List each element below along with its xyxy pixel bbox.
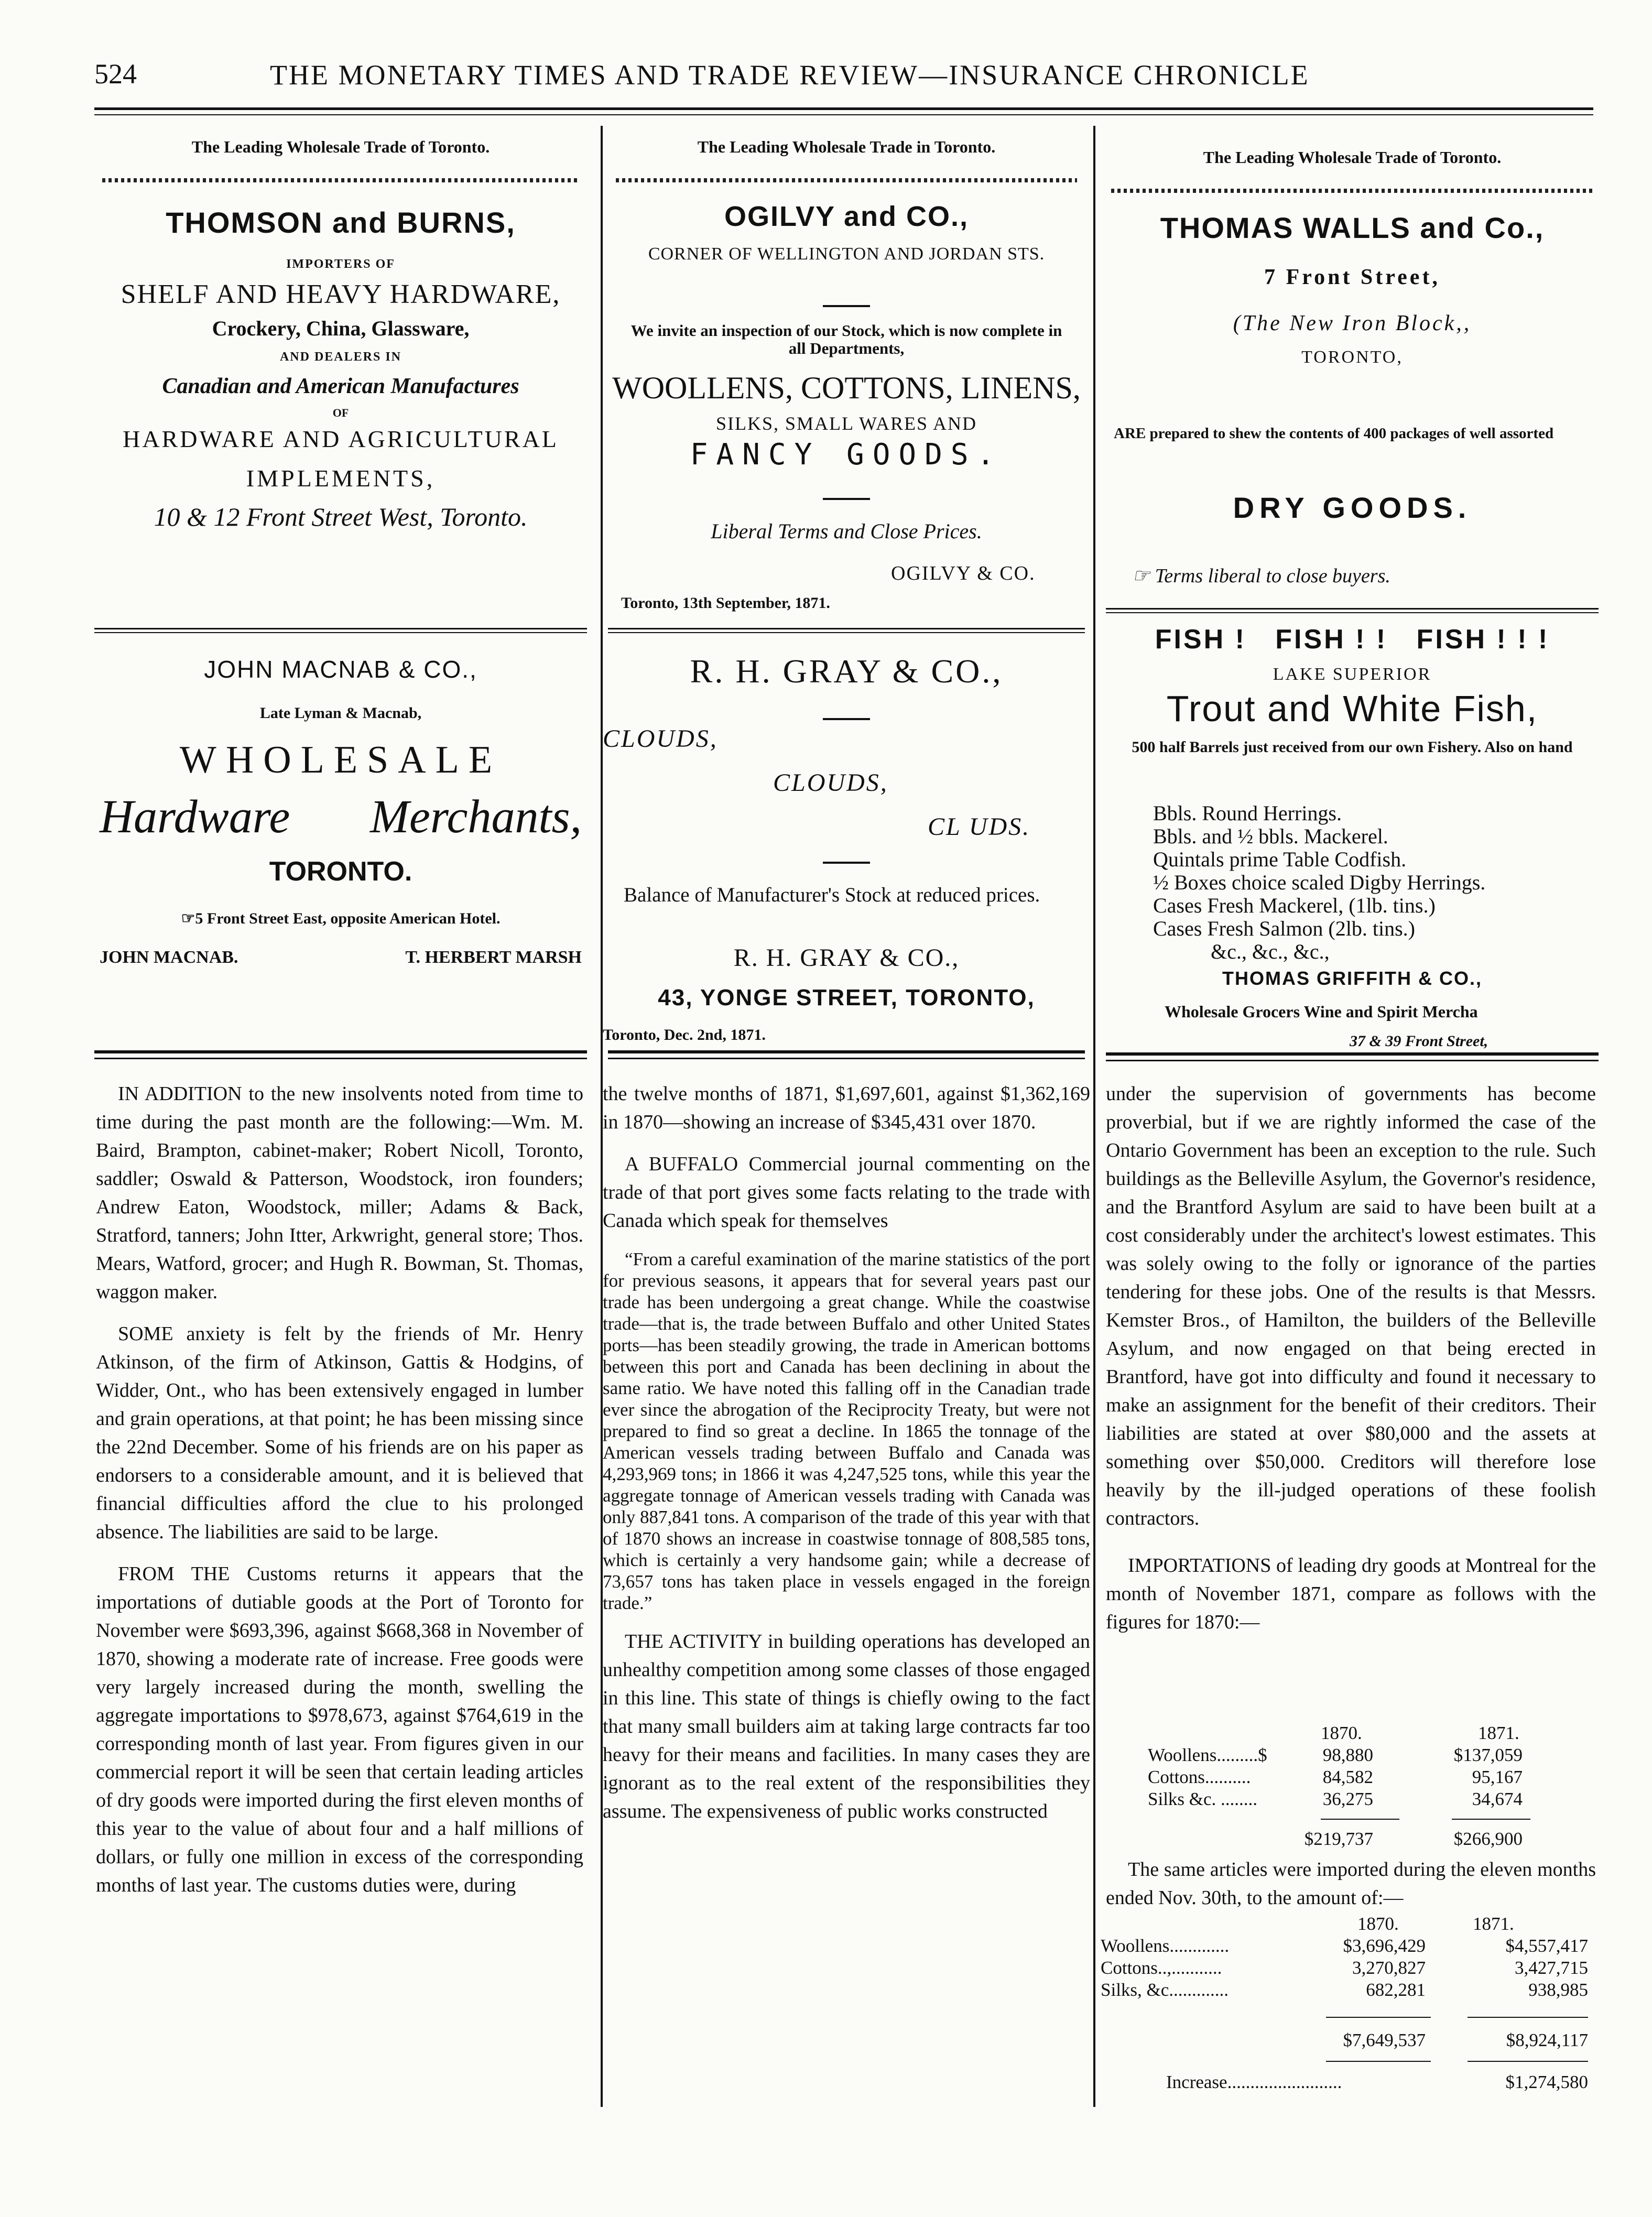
ad-corner: CORNER OF WELLINGTON AND JORDAN STS. — [648, 244, 1045, 264]
table-year: 1871. — [1473, 1914, 1514, 1934]
short-rule — [823, 305, 870, 307]
ad-small: OF — [332, 406, 349, 419]
table-sum-rule — [1326, 2061, 1431, 2062]
ad-bottom-rule — [1106, 1052, 1599, 1056]
ad-bottom-rule-thin — [1106, 1060, 1599, 1061]
ad-divider — [608, 632, 1085, 633]
table-cell: $4,557,417 — [1505, 1936, 1588, 1956]
table-label: Cottons..,........... — [1101, 1958, 1222, 1978]
table-label: Silks, &c............. — [1101, 1980, 1229, 2000]
article-paragraph: the twelve months of 1871, $1,697,601, against $1,362,169 in 1870—showing an increase of $345,431 over 1870. — [603, 1083, 1090, 1133]
table-cell: 938,985 — [1528, 1980, 1588, 2000]
col3-ads — [1106, 148, 1599, 167]
ad-firm: THOMAS WALLS and Co., — [1160, 211, 1545, 244]
partners — [94, 948, 587, 968]
table-label: Woollens............. — [1101, 1936, 1230, 1956]
partner-name: JOHN MACNAB. — [100, 948, 238, 967]
ad-terms: Liberal Terms and Close Prices. — [711, 519, 982, 543]
article-column-3 — [1106, 1080, 1596, 1650]
ad-sign: R. H. GRAY & CO., — [733, 944, 960, 972]
ad-fancy: FANCY GOODS. — [690, 438, 1003, 472]
article-paragraph: THE ACTIVITY in building operations has developed an unhealthy competition among some classes of those engaged in this line. This state of things is chiefly owing to the fact that many small builders aim at taking large contracts far too heavy for their means and facilities. In many cases they are ignorant as to the real extent of the responsibilities they assume. The expensiveness of public works constructed — [603, 1631, 1090, 1822]
table-year: 1870. — [1321, 1723, 1362, 1743]
ad-firm: R. H. GRAY & CO., — [690, 653, 1003, 690]
ogilvy-terms — [608, 519, 1085, 544]
ad-city: TORONTO. — [269, 856, 412, 887]
article-paragraph: SOME anxiety is felt by the friends of Mr. Henry Atkinson, of the firm of Atkinson, Gattis & Hodgins, of Widder, Ont., who has been extensively engaged in lumber and grain operations, at that point; he has been missing since the 22nd December. Some of his friends are on his paper as endorsers to a considerable amount, and it is believed that financial difficulties afford the clue to his prolonged absence. The liabilities are said to be large. — [96, 1323, 583, 1543]
table-total: $266,900 — [1453, 1829, 1523, 1849]
col1-heading: The Leading Wholesale Trade of Toronto. — [191, 137, 490, 156]
fish-list — [1153, 802, 1485, 963]
ad-address: 43, YONGE STREET, TORONTO, — [658, 985, 1035, 1010]
table-total: $219,737 — [1304, 1829, 1373, 1849]
page-number: 524 — [94, 58, 137, 90]
list-item: ½ Boxes choice scaled Digby Herrings. — [1153, 871, 1486, 894]
article-column-1 — [96, 1080, 583, 1913]
imports-table-november — [1148, 1722, 1599, 1859]
article-paragraph: FROM THE Customs returns it appears that the importations of dutiable goods at the Port of Toronto for November were $693,396, against $668,368 in November of 1870, showing a moderate rate of increase. Free goods were very largely increased during the month, swelling the aggregate importations to $978,673, against $764,619 in the corresponding month of last year. From figures given in our commercial report it will be seen that certain leading articles of dry goods were imported during the first eleven months of this year to the value of about four and a half millions of dollars, or fully one million in excess of the corresponding months of last year. The customs duties were, during — [96, 1563, 583, 1896]
table-sum-rule — [1326, 2017, 1431, 2018]
ogilvy-ad-body — [612, 321, 1081, 472]
ad-goods: DRY GOODS. — [1233, 491, 1472, 524]
ad-line: WOOLLENS, COTTONS, LINENS, — [612, 371, 1081, 405]
gray-ad — [608, 652, 1085, 691]
ad-address: 10 & 12 Front Street West, Toronto. — [154, 502, 528, 531]
ad-script-b: Merchants, — [369, 791, 582, 843]
table-cell: 95,167 — [1472, 1767, 1523, 1787]
clouds-3: CL UDS. — [928, 813, 1031, 841]
ad-divider — [94, 628, 587, 629]
ad-line: Crockery, China, Glassware, — [212, 317, 470, 340]
list-item: Quintals prime Table Codfish. — [1153, 847, 1407, 871]
griffith-ad — [1106, 624, 1599, 756]
gray-ad-sign — [608, 943, 1085, 1011]
header-rule-thick — [94, 107, 1593, 110]
article-paragraph: The same articles were imported during the eleven months ended Nov. 30th, to the amount of:— — [1106, 1859, 1596, 1909]
list-item: Cases Fresh Mackerel, (1lb. tins.) — [1153, 894, 1436, 917]
ad-line: SHELF AND HEAVY HARDWARE, — [121, 279, 561, 309]
table-cell: $3,696,429 — [1343, 1936, 1426, 1956]
griffith-sign — [1106, 968, 1599, 990]
col2-heading: The Leading Wholesale Trade in Toronto. — [697, 137, 996, 156]
table-sum-rule — [1468, 2061, 1588, 2062]
ad-trout: Trout and White Fish, — [1166, 688, 1538, 729]
clouds-1: CLOUDS, — [603, 725, 718, 753]
table-cell: 682,281 — [1366, 1980, 1426, 2000]
article-paragraph: IN ADDITION to the new insolvents noted from time to time during the past month are the following:—Wm. M. Baird, Brampton, cabinet-maker; Robert Nicoll, Toronto, saddler; Oswald & Patterson, Woodstock, iron founders; Andrew Eaton, Woodstock, miller; Adams & Back, Stratford, tanners; John Itter, Arkwright, general store; Thos. Mears, Watford, grocer; and Hugh R. Bowman, St. Thomas, waggon maker. — [96, 1083, 583, 1303]
ad-small: IMPORTERS OF — [286, 257, 395, 271]
table-label: Silks &c. ........ — [1148, 1789, 1258, 1809]
article-paragraph: IMPORTATIONS of leading dry goods at Montreal for the month of November 1871, compare as follows with the figures for 1870:— — [1106, 1555, 1596, 1633]
ad-prepared: ARE prepared to shew the contents of 400 packages of well assorted — [1114, 425, 1554, 442]
table-cell: 34,674 — [1472, 1789, 1523, 1809]
short-rule — [823, 862, 870, 864]
increase-value: $1,274,580 — [1505, 2072, 1588, 2092]
table-cell: 3,427,715 — [1515, 1958, 1588, 1978]
ad-line: SILKS, SMALL WARES AND — [715, 413, 977, 434]
wavy-rule — [102, 178, 579, 182]
list-item: &c., &c., &c., — [1211, 940, 1330, 963]
table-label: Woollens.........$ — [1148, 1745, 1267, 1765]
imports-table-eleven-months — [1101, 1913, 1599, 2107]
ad-city: TORONTO, — [1301, 347, 1403, 367]
list-item: Cases Fresh Salmon (2lb. tins.) — [1153, 917, 1415, 940]
table-cell: $137,059 — [1453, 1745, 1523, 1765]
table-sum-rule — [1468, 2017, 1588, 2018]
ad-invite: We invite an inspection of our Stock, which is now complete in all Departments, — [631, 321, 1062, 357]
header-rule-thin — [94, 114, 1593, 115]
ad-address: 37 & 39 Front Street, — [1350, 1033, 1488, 1050]
ad-block: (The New Iron Block,, — [1233, 311, 1472, 335]
table-cell: 98,880 — [1322, 1745, 1373, 1765]
table-year: 1871. — [1478, 1723, 1519, 1743]
ad-bottom-rule-thin — [94, 1058, 587, 1059]
article-quote: “From a careful examination of the marine statistics of the port for previous seasons, it appears that for several years past our trade has been undergoing a great change. While the coastwise trade—that is, the trade between Buffalo and other United States ports—has been steadily growing, the trade in American bottoms between this port and Canada has been declining in about the same ratio. We have noted this falling off in the Canadian trade ever since the abrogation of the Reciprocity Treaty, but were not prepared to find so great a decline. In 1865 the tonnage of the American vessels trading between Buffalo and Canada was 4,293,969 tons; in 1866 it was 4,247,525 tons, while this year the aggregate tonnage of American vessels trading with Canada was only 887,841 tons. A comparison of the trade of this year with that of 1870 shows an increase in coastwise tonnage of 808,585 tons, which is certainly a very handsome gain; while a decrease of 73,657 tons has taken place in vessels engaged in the foreign trade.” — [603, 1249, 1090, 1613]
article-column-2 — [603, 1080, 1090, 1839]
table-sum-rule — [1321, 1819, 1399, 1820]
col2-ads — [608, 137, 1085, 157]
macnab-ad — [94, 655, 587, 968]
table-cell: 36,275 — [1322, 1789, 1373, 1809]
ad-wholesale: WHOLESALE — [179, 738, 502, 781]
ad-grocers: Wholesale Grocers Wine and Spirit Mercha — [1165, 1002, 1478, 1021]
table-sum-rule — [1452, 1819, 1530, 1820]
ad-address: ☞5 Front Street East, opposite American Hotel. — [181, 910, 501, 927]
list-item: Bbls. and ½ bbls. Mackerel. — [1153, 824, 1388, 848]
partner-name: T. HERBERT MARSH — [405, 948, 582, 967]
ad-bottom-rule — [608, 1050, 1085, 1053]
ad-line: Canadian and American Manufactures — [162, 374, 519, 398]
ad-street: 7 Front Street, — [1264, 265, 1440, 289]
article-paragraph: under the supervision of governments has become proverbial, but if we are rightly informed the case of the Ontario Government has been an exception to the rule. Such buildings as the Belleville Asylum, the Governor's residence, and the Brantford Asylum are said to have been built at a cost considerably under the architect's lowest estimates. This was solely owing to the folly or ignorance of the parties tendering for these jobs. One of the results is that Messrs. Kemster Bros., of Hamilton, the builders of the Belleville Asylum, and now engaged on that being erected in Brantford, have got into difficulty and found it necessary to make an assignment for the benefit of their creditors. Their liabilities are stated at over $80,000 and the assets at something over $50,000. Creditors will therefore lose heavily by the ill-judged operations of these foolish contractors. — [1106, 1083, 1596, 1529]
wavy-rule — [616, 178, 1077, 182]
ad-balance: Balance of Manufacturer's Stock at reduced prices. — [624, 884, 1040, 906]
table-year: 1870. — [1357, 1914, 1399, 1934]
ad-terms: ☞ Terms liberal to close buyers. — [1132, 565, 1390, 587]
walls-goods — [1106, 491, 1599, 525]
ad-small: AND DEALERS IN — [279, 350, 402, 364]
wavy-rule — [1111, 189, 1593, 193]
ad-divider — [1106, 612, 1599, 613]
list-item: Bbls. Round Herrings. — [1153, 801, 1342, 825]
ad-sign: THOMAS GRIFFITH & CO., — [1222, 968, 1482, 989]
ad-firm: JOHN MACNAB & CO., — [204, 656, 477, 683]
table-cell: 84,582 — [1322, 1767, 1373, 1787]
ad-line: HARDWARE AND AGRICULTURAL — [123, 426, 559, 452]
col3-heading: The Leading Wholesale Trade of Toronto. — [1203, 148, 1502, 167]
masthead-title: THE MONETARY TIMES AND TRADE REVIEW—INSURANCE CHRONICLE — [270, 59, 1310, 91]
clouds-2: CLOUDS, — [773, 769, 888, 797]
short-rule — [823, 718, 870, 720]
table-cell: 3,270,827 — [1352, 1958, 1426, 1978]
ad-firm: THOMSON and BURNS, — [166, 206, 516, 239]
ad-bottom-rule-thin — [608, 1058, 1085, 1059]
ad-fish: FISH ! FISH ! ! FISH ! ! ! — [1155, 624, 1550, 655]
ad-date: Toronto, Dec. 2nd, 1871. — [603, 1026, 766, 1044]
ad-barrels: 500 half Barrels just received from our own Fishery. Also on hand — [1132, 738, 1573, 756]
ad-divider — [94, 632, 587, 633]
ad-line: IMPLEMENTS, — [246, 465, 436, 492]
ad-date: Toronto, 13th September, 1871. — [621, 594, 830, 612]
ad-sign: OGILVY & CO. — [891, 562, 1036, 584]
ad-lake: LAKE SUPERIOR — [1273, 665, 1432, 684]
thomson-burns-ad — [94, 205, 587, 532]
ad-divider — [608, 628, 1085, 629]
table-total: $8,924,117 — [1506, 2030, 1588, 2050]
increase-label: Increase......................... — [1166, 2072, 1342, 2092]
ogilvy-ad — [608, 200, 1085, 264]
ad-firm: OGILVY and CO., — [724, 201, 969, 232]
article-paragraph: A BUFFALO Commercial journal commenting on the trade of that port gives some facts relating to the trade with Canada which speak for themselves — [603, 1153, 1090, 1232]
col1-ads — [94, 137, 587, 157]
column-divider-2 — [1093, 126, 1095, 2107]
ad-small: Late Lyman & Macnab, — [259, 704, 422, 722]
hardware-merchants — [94, 791, 587, 843]
walls-ad — [1106, 211, 1599, 367]
ad-bottom-rule — [94, 1050, 587, 1053]
ad-divider — [1106, 608, 1599, 610]
table-total: $7,649,537 — [1343, 2030, 1426, 2050]
table-label: Cottons.......... — [1148, 1767, 1251, 1787]
short-rule — [823, 498, 870, 500]
ad-script-a: Hardware — [100, 791, 290, 843]
